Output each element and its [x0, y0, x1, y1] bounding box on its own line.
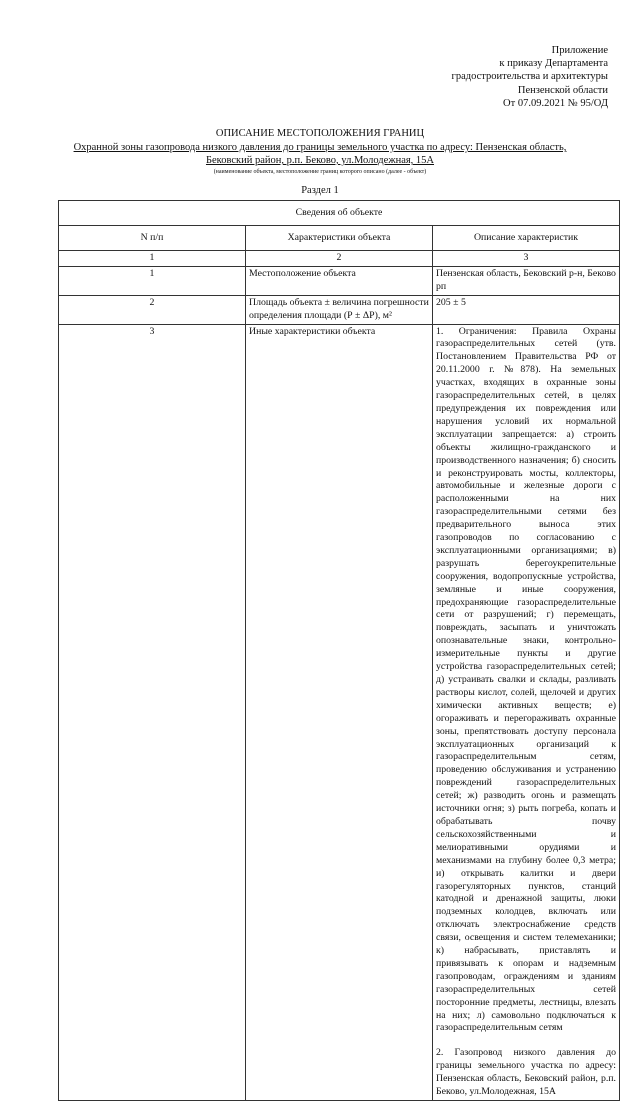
appendix-line: градостроительства и архитектуры [451, 71, 608, 83]
column-number-cell: 2 [246, 251, 433, 267]
appendix-line: к приказу Департамента [499, 58, 608, 70]
row-characteristic: Площадь объекта ± величина погрешности определения площади (Р ± ΔР), м² [246, 295, 433, 324]
row-description: 205 ± 5 [433, 295, 620, 324]
object-info-table [58, 200, 620, 1101]
object-subject [0, 141, 640, 167]
header-description: Описание характеристик [433, 226, 620, 251]
appendix-line: От 07.09.2021 № 95/ОД [503, 97, 608, 109]
row-description: Пензенская область, Бековский р-н, Беково рп [433, 266, 620, 295]
document-title: ОПИСАНИЕ МЕСТОПОЛОЖЕНИЯ ГРАНИЦ [215, 128, 425, 139]
row-description [433, 324, 620, 1100]
table-row [59, 295, 620, 324]
header-characteristic: Характеристики объекта [246, 226, 433, 251]
table-caption: Сведения об объекте [59, 201, 620, 226]
row-characteristic: Местоположение объекта [246, 266, 433, 295]
table-row [59, 324, 620, 1100]
subject-note: (наименование объекта, местоположение границ которого описано (далее - объект) [213, 169, 427, 175]
row-number: 3 [59, 324, 246, 1100]
object-paragraph: 2. Газопровод низкого давления до границы земельного участка по адресу: Пензенская область, Бековский район, р.п. Беково, ул.Молодежная, 15А [436, 1047, 616, 1098]
column-number-cell: 3 [433, 251, 620, 267]
row-number: 1 [59, 266, 246, 295]
subject-line: Бековский район, р.п. Беково, ул.Молодежная, 15А [205, 155, 435, 166]
appendix-block [452, 44, 608, 110]
appendix-line: Приложение [551, 45, 608, 56]
section-heading: Раздел 1 [301, 185, 339, 196]
appendix-line: Пензенской области [517, 84, 608, 96]
column-number-cell: 1 [59, 251, 246, 267]
row-characteristic: Иные характеристики объекта [246, 324, 433, 1100]
subject-line: Охранной зоны газопровода низкого давления до границы земельного участка по адресу: Пензенская область, [73, 142, 567, 153]
row-number: 2 [59, 295, 246, 324]
restrictions-paragraph: 1. Ограничения: Правила Охраны газораспределительных сетей (утв. Постановлением Правительства РФ от 20.11.2000 г. №878). На земельных участках, входящих в охранные зоны газораспределительных сетей, в целях предупреждения их повреждения или нарушения условий их нормальной эксплуатации запрещается: а) строить объекты жилищно-гражданского и производственного назначения; б) сносить и реконструировать мосты, коллекторы, автомобильные и железные дороги с расположенными на них газораспределительными сетями без предварительного выноса этих газопроводов по согласованию с эксплуатационными организациями; в) разрушать берегоукрепительные сооружения, водопропускные устройства, земляные и иные сооружения, предохраняющие газораспределительные сети от разрушений; г) перемещать, повреждать, засыпать и уничтожать опознавательные знаки, контрольно-измерительные пункты и другие устройства газораспределительных сетей; д) устраивать свалки и склады, разливать растворы кислот, солей, щелочей и других химически активных веществ; е) огораживать и перегораживать охранные зоны, препятствовать доступу персонала эксплуатационных организаций к газораспределительным сетям, проведению обслуживания и устранению повреждений газораспределительных сетей; ж) разводить огонь и размещать источники огня; з) рыть погреба, копать и обрабатывать почву сельскохозяйственными и мелиоративными орудиями и механизмами на глубину более 0,3 метра; и) открывать калитки и двери газорегуляторных пунктов, станций катодной и дренажной защиты, люки подземных колодцев, включать или отключать электроснабжение средств связи, освещения и систем телемеханики; к) набрасывать, приставлять и привязывать к опорам и надземным газопроводам, ограждениям и зданиям газораспределительных сетей посторонние предметы, лестницы, влезать на них; л) самовольно подключаться к газораспределительным сетям [436, 325, 616, 1034]
table-row [59, 266, 620, 295]
header-number: N п/п [59, 226, 246, 251]
